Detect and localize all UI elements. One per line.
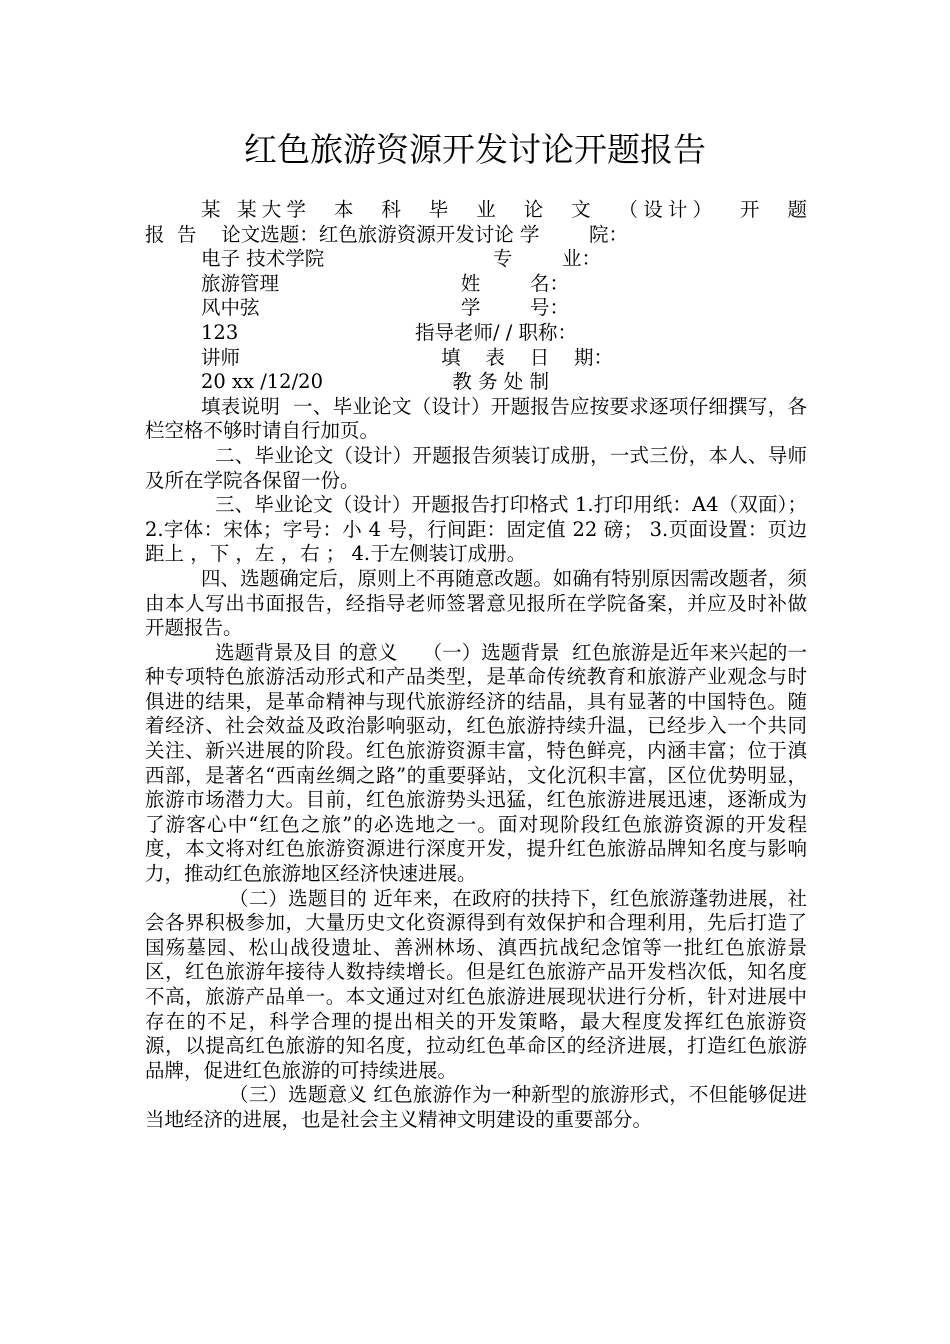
cover-id: 123 bbox=[201, 320, 239, 344]
cover-row-advisor bbox=[201, 346, 807, 371]
instruction-3: 三、毕业论文（设计）开题报告打印格式 1.打印用纸：A4（双面）； 2.字体：宋体；字号：小 4 号，行间距：固定值 22 磅； 3.页面设置：页边距上 ，下 ，左 ，右 ； 4.于左侧装订成册。 bbox=[145, 493, 807, 566]
cover-advisor: 讲师 bbox=[201, 345, 241, 369]
section-significance: （三）选题意义 红色旅游作为一种新型的旅游形式，不但能够促进当地经济的进展，也是社会主义精神文明建设的重要部分。 bbox=[145, 1083, 807, 1131]
cover-date: 20 xx /12/20 bbox=[201, 370, 323, 394]
cover-id-label: 学 号： bbox=[460, 296, 569, 320]
document-title: 红色旅游资源开发讨论开题报告 bbox=[244, 130, 706, 169]
cover-row-id bbox=[201, 321, 807, 346]
cover-major: 旅游管理 bbox=[201, 271, 280, 295]
cover-fields bbox=[145, 247, 807, 395]
section-background: 选题背景及目 的意义 （一）选题背景 红色旅游是近年来兴起的一种专项特色旅游活动形式和产品类型，是革命传统教育和旅游产业观念与时俱进的结果，是革命精神与现代旅游经济的结晶，具有显著的中国特色。随着经济、社会效益及政治影响驱动，红色旅游持续升温，已经步入一个共同关注、新兴进展的阶段。红色旅游资源丰富，特色鲜亮，内涵丰富；位于滇西部，是著名“西南丝绸之路”的重要驿站，文化沉积丰富，区位优势明显，旅游市场潜力大。目前，红色旅游势头迅猛，红色旅游进展迅速，逐渐成为了游客心中“红色之旅”的必选地之一。面对现阶段红色旅游资源的开发程度，本文将对红色旅游资源进行深度开发，提升红色旅游品牌知名度与影响力，推动红色旅游地区经济快速进展。 bbox=[145, 640, 807, 886]
cover-major-label: 专 业： bbox=[492, 247, 601, 271]
cover-row-name bbox=[201, 296, 807, 321]
cover-college: 电子 技术学院 bbox=[201, 247, 325, 271]
document-body bbox=[145, 198, 807, 1133]
cover-row-college bbox=[201, 247, 807, 272]
instruction-2: 二、毕业论文（设计）开题报告须装订成册，一式三份，本人、导师及所在学院各保留一份。 bbox=[145, 443, 807, 492]
instruction-4: 四、选题确定后，原则上不再随意改题。如确有特别原因需改题者，须由本人写出书面报告，经指导老师签署意见报所在学院备案，并应及时补做开题报告。 bbox=[145, 566, 807, 640]
cover-line-1: 某 某大学 本 科 毕 业 论 文 （设计） 开 题 bbox=[201, 198, 807, 221]
cover-name-label: 姓 名： bbox=[460, 271, 569, 295]
cover-row-major bbox=[201, 272, 807, 297]
cover-line-2: 报 告 论文选题：红色旅游资源开发讨论 学 院： bbox=[145, 222, 628, 246]
cover-office: 教 务 处 制 bbox=[452, 370, 549, 394]
cover-date-label: 填 表 日 期： bbox=[441, 345, 613, 369]
cover-row-date bbox=[201, 370, 807, 395]
cover-advisor-label: 指导老师/ / 职称： bbox=[414, 320, 577, 344]
section-purpose: （二）选题目的 近年来，在政府的扶持下，红色旅游蓬勃进展，社会各界积极参加，大量历史文化资源得到有效保护和合理利用，先后打造了国殇墓园、松山战役遗址、善洲林场、滇西抗战纪念馆等一批红色旅游景区，红色旅游年接待人数持续增长。但是红色旅游产品开发档次低，知名度不高，旅游产品单一。本文通过对红色旅游进展现状进行分析，针对进展中存在的不足，科学合理的提出相关的开发策略，最大程度发挥红色旅游资源，以提高红色旅游的知名度，拉动红色革命区的经济进展，打造红色旅游品牌，促进红色旅游的可持续进展。 bbox=[145, 886, 807, 1082]
cover-name: 风中弦 bbox=[201, 296, 260, 320]
instruction-1: 填表说明 一、毕业论文（设计）开题报告应按要求逐项仔细撰写，各栏空格不够时请自行加页。 bbox=[145, 394, 807, 443]
